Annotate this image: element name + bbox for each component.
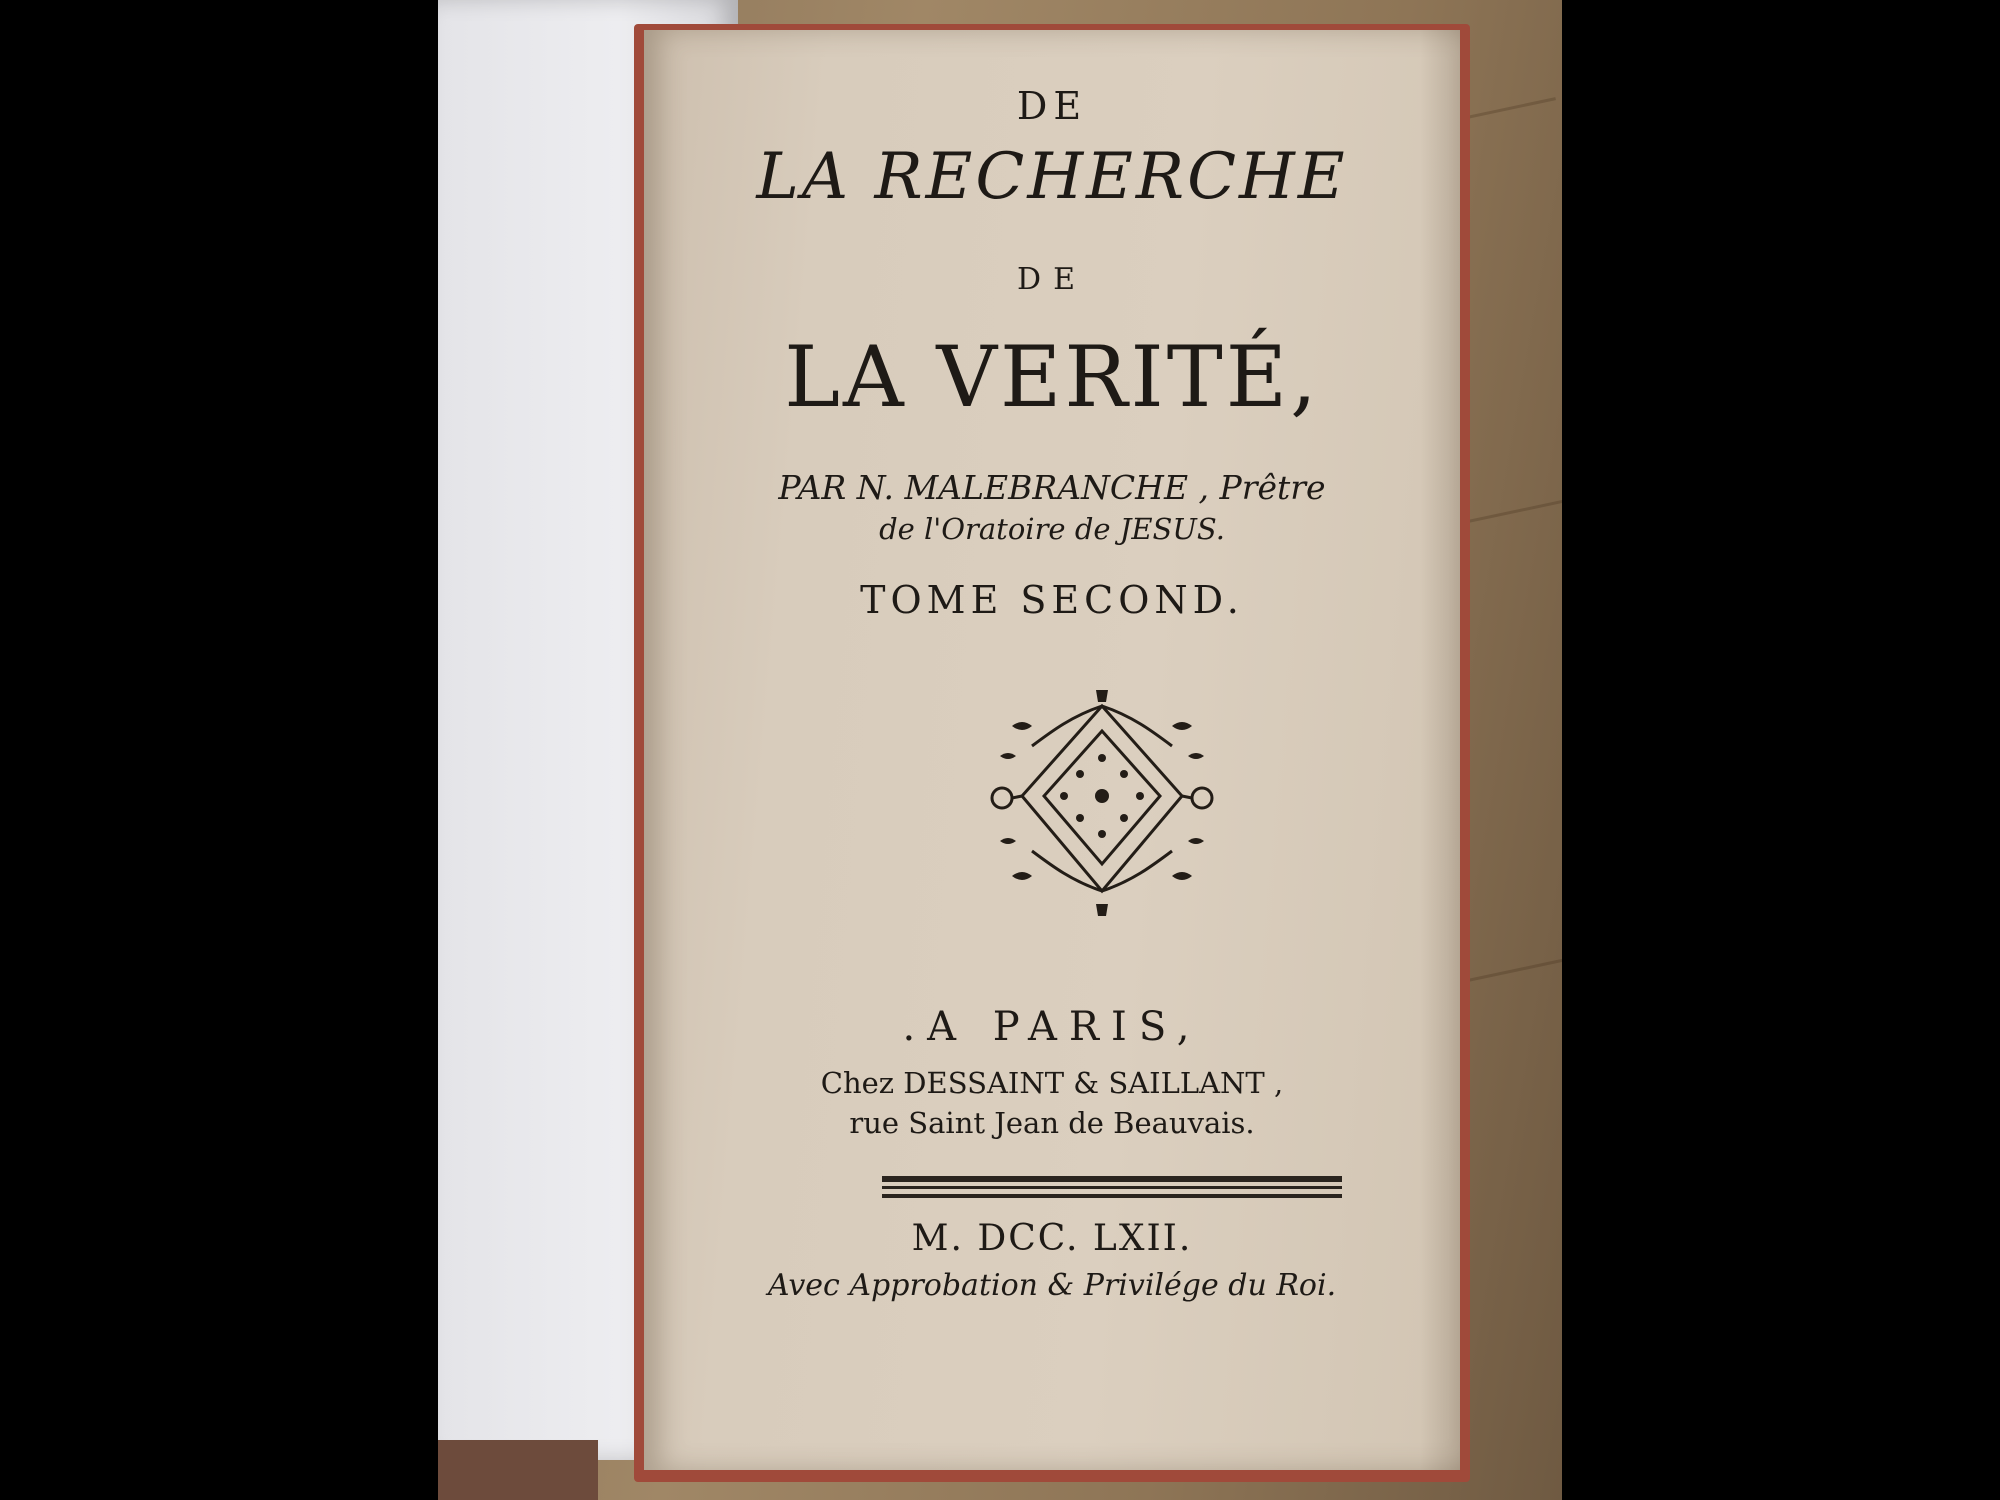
- volume-line: TOME SECOND.: [860, 578, 1244, 622]
- imprint-address: rue Saint Jean de Beauvais.: [849, 1106, 1255, 1140]
- title-page: [644, 30, 1460, 1470]
- divider-rule: [882, 1176, 1342, 1182]
- title-line-de: DE: [1016, 84, 1088, 128]
- author-affiliation: de l'Oratoire de JESUS.: [879, 512, 1225, 546]
- divider-rule: [882, 1186, 1342, 1189]
- title-line-verite: LA VERITÉ,: [784, 328, 1320, 426]
- page-shadow: [1420, 30, 1460, 1470]
- title-line-de-2: DE: [1017, 262, 1087, 297]
- imprint-year: M. DCC. LXII.: [911, 1218, 1193, 1259]
- imprint-publisher: Chez DESSAINT & SAILLANT ,: [820, 1066, 1284, 1100]
- printers-ornament-icon: [972, 686, 1232, 936]
- imprint-city: .A PARIS,: [902, 1004, 1202, 1050]
- book-photograph: [438, 0, 1562, 1500]
- divider-rule: [882, 1194, 1342, 1198]
- privilege-line: Avec Approbation & Privilége du Roi.: [767, 1268, 1337, 1303]
- cover-edge: [438, 1440, 598, 1500]
- title-line-recherche: LA RECHERCHE: [756, 140, 1348, 214]
- author-line: PAR N. MALEBRANCHE , Prêtre: [778, 468, 1326, 507]
